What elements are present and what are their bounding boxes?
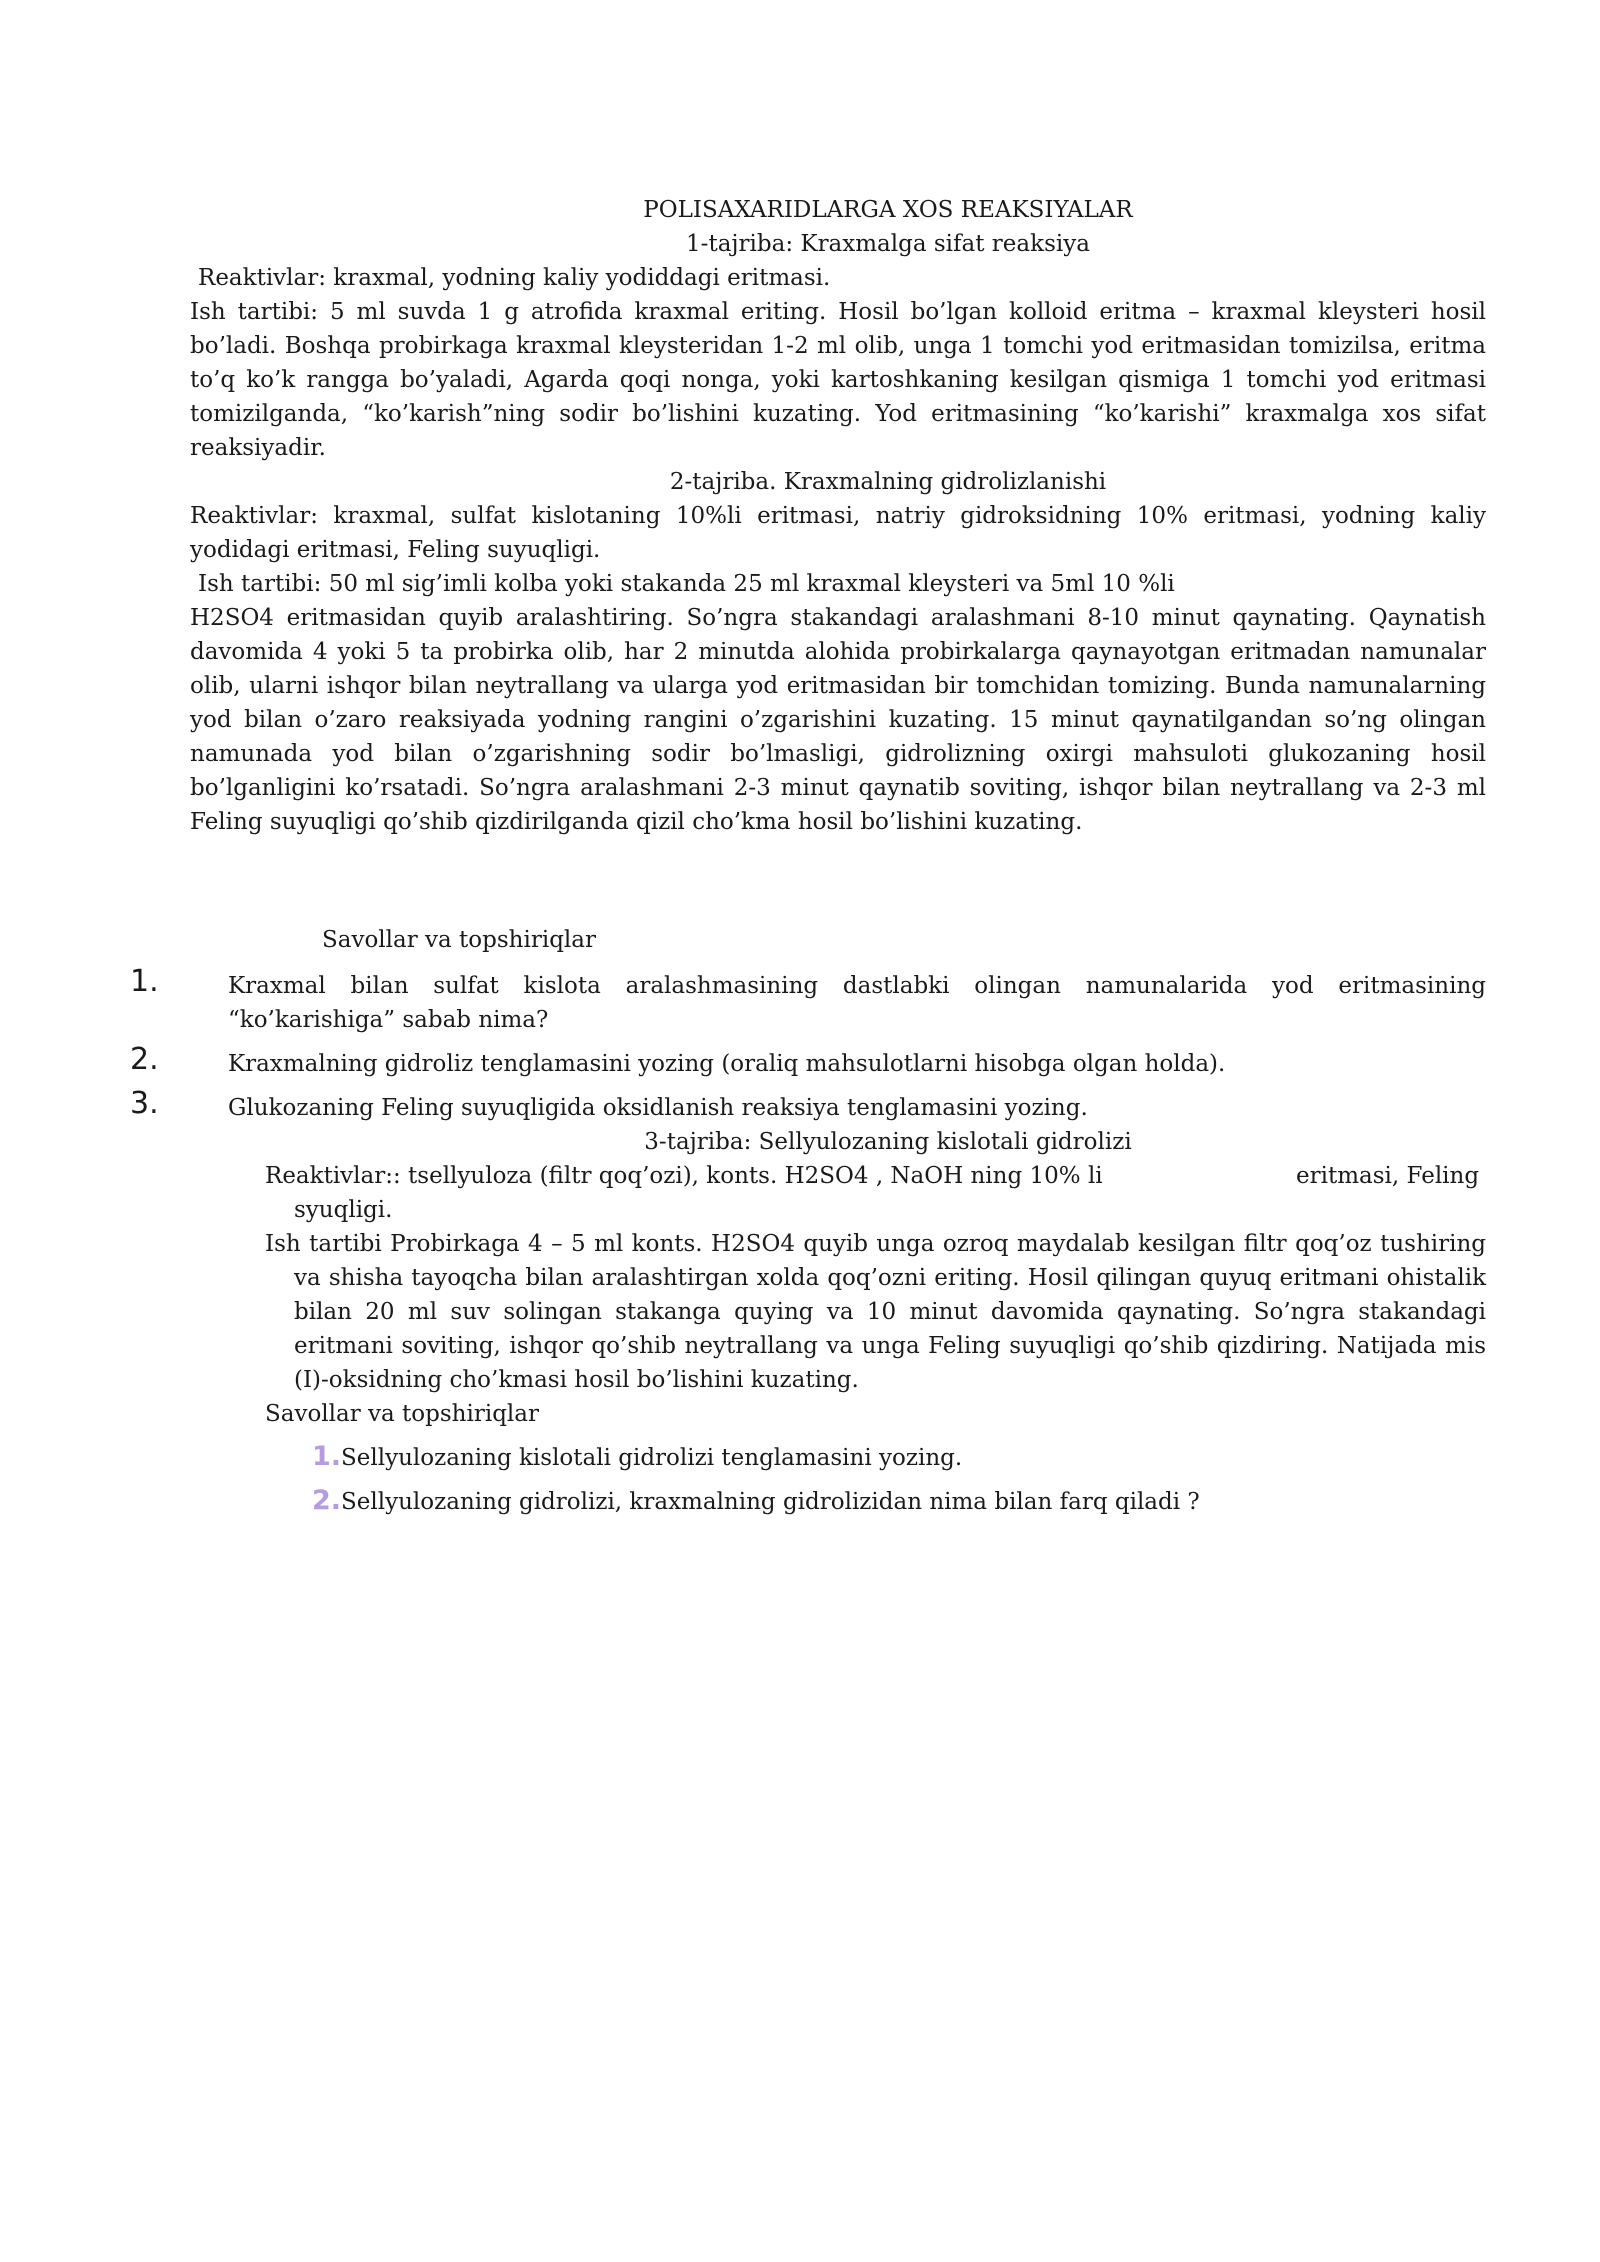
document-title: POLISAXARIDLARGA XOS REAKSIYALAR [643,197,1133,223]
exp2-heading: 2-tajriba. Kraxmalning gidrolizlanishi [669,469,1107,495]
question-text: Glukozaning Feling suyuqligida oksidlanish reaksiya tenglamasini yozing. [228,1095,1088,1121]
question-number: 2. [130,1042,159,1077]
exp2-procedure: H2SO4 eritmasidan quyib aralashtiring. So’ngra stakandagi aralashmani 8-10 minut qaynating. Qaynatish davomida 4 yoki 5 ta probirka olib, har 2 minutda alohida probirkalarga qaynayotgan eritmadan namunalar olib, ularni ishqor bilan neytrallang va ularga yod eritmasidan bir tomchidan tomizing. Bunda namunalarning yod bilan o’zaro reaksiyada yodning rangini o’zgarishini kuzating. 15 minut qaynatilgandan so’ng olingan namunada yod bilan o’zgarishning sodir bo’lmasligi, gidrolizning oxirgi mahsuloti glukozaning hosil bo’lganligini ko’rsatadi. So’ngra aralashmani 2-3 minut qaynatib soviting, ishqor bilan neytrallang va 2-3 ml Feling suyuqligi qo’shib qizdirilganda qizil cho’kma hosil bo’lishini kuzating. [190,605,1486,835]
question-number: 1. [130,964,159,999]
question-item [312,1440,962,1475]
exp3-heading: 3-tajriba: Sellyulozaning kislotali gidrolizi [644,1129,1132,1155]
question-text: Sellyulozaning kislotali gidrolizi tenglamasini yozing. [341,1445,963,1471]
question-number: 1. [312,1441,342,1472]
question-number: 3. [130,1086,159,1121]
exp3-procedure: Ish tartibi Probirkaga 4 – 5 ml konts. H2SO4 quyib unga ozroq maydalab kesilgan filtr qoq’oz tushiring va shisha tayoqcha bilan aralashtirgan xolda qoq’ozni eriting. Hosil qilingan quyuq eritmani ohistalik bilan 20 ml suv solingan stakanga quying va 10 minut davomida qaynating. So’ngra stakandagi eritmani soviting, ishqor qo’shib neytrallang va unga Feling suyuqligi qo’shib qizdiring. Natijada mis (I)-oksidning cho’kmasi hosil bo’lishini kuzating. [265,1231,1486,1393]
exp3-reagents: Reaktivlar:: tsellyuloza (filtr qoq’ozi), konts. H2SO4 , NaOH ning 10% li [265,1163,1103,1189]
questions2-heading: Savollar va topshiriqlar [265,1401,539,1427]
exp3-reagents-end: eritmasi, Feling [1296,1163,1480,1189]
exp1-reagents: Reaktivlar: kraxmal, yodning kaliy yodiddagi eritmasi. [198,265,831,291]
question-item [312,1484,1200,1519]
exp2-procedure-first-line: Ish tartibi: 50 ml sig’imli kolba yoki stakanda 25 ml kraxmal kleysteri va 5ml 10 %li [198,571,1175,597]
question-text: Kraxmalning gidroliz tenglamasini yozing (oraliq mahsulotlarni hisobga olgan holda). [228,1051,1226,1077]
exp1-heading: 1-tajriba: Kraxmalga sifat reaksiya [686,231,1090,257]
exp1-procedure: Ish tartibi: 5 ml suvda 1 g atrofida kraxmal eriting. Hosil bo’lgan kolloid eritma – kraxmal kleysteri hosil bo’ladi. Boshqa probirkaga kraxmal kleysteridan 1-2 ml olib, unga 1 tomchi yod eritmasidan tomizilsa, eritma to’q ko’k rangga bo’yaladi, Agarda qoqi nonga, yoki kartoshkaning kesilgan qismiga 1 tomchi yod eritmasi tomizilganda, “ko’karish”ning sodir bo’lishini kuzating. Yod eritmasining “ko’karishi” kraxmalga xos sifat reaksiyadir. [190,299,1486,461]
question-text: Kraxmal bilan sulfat kislota aralashmasining dastlabki olingan namunalarida yod eritmasining “ko’karishiga” sabab nima? [228,973,1486,1033]
question-number: 2. [312,1485,342,1516]
question-text: Sellyulozaning gidrolizi, kraxmalning gidrolizidan nima bilan farq qiladi ? [341,1489,1200,1515]
questions1-heading: Savollar va topshiriqlar [322,927,596,953]
exp3-reagents-continued: syuqligi. [294,1197,393,1223]
exp2-reagents: Reaktivlar: kraxmal, sulfat kislotaning 10%li eritmasi, natriy gidroksidning 10% eritmasi, yodning kaliy yodidagi eritmasi, Feling suyuqligi. [190,503,1486,563]
